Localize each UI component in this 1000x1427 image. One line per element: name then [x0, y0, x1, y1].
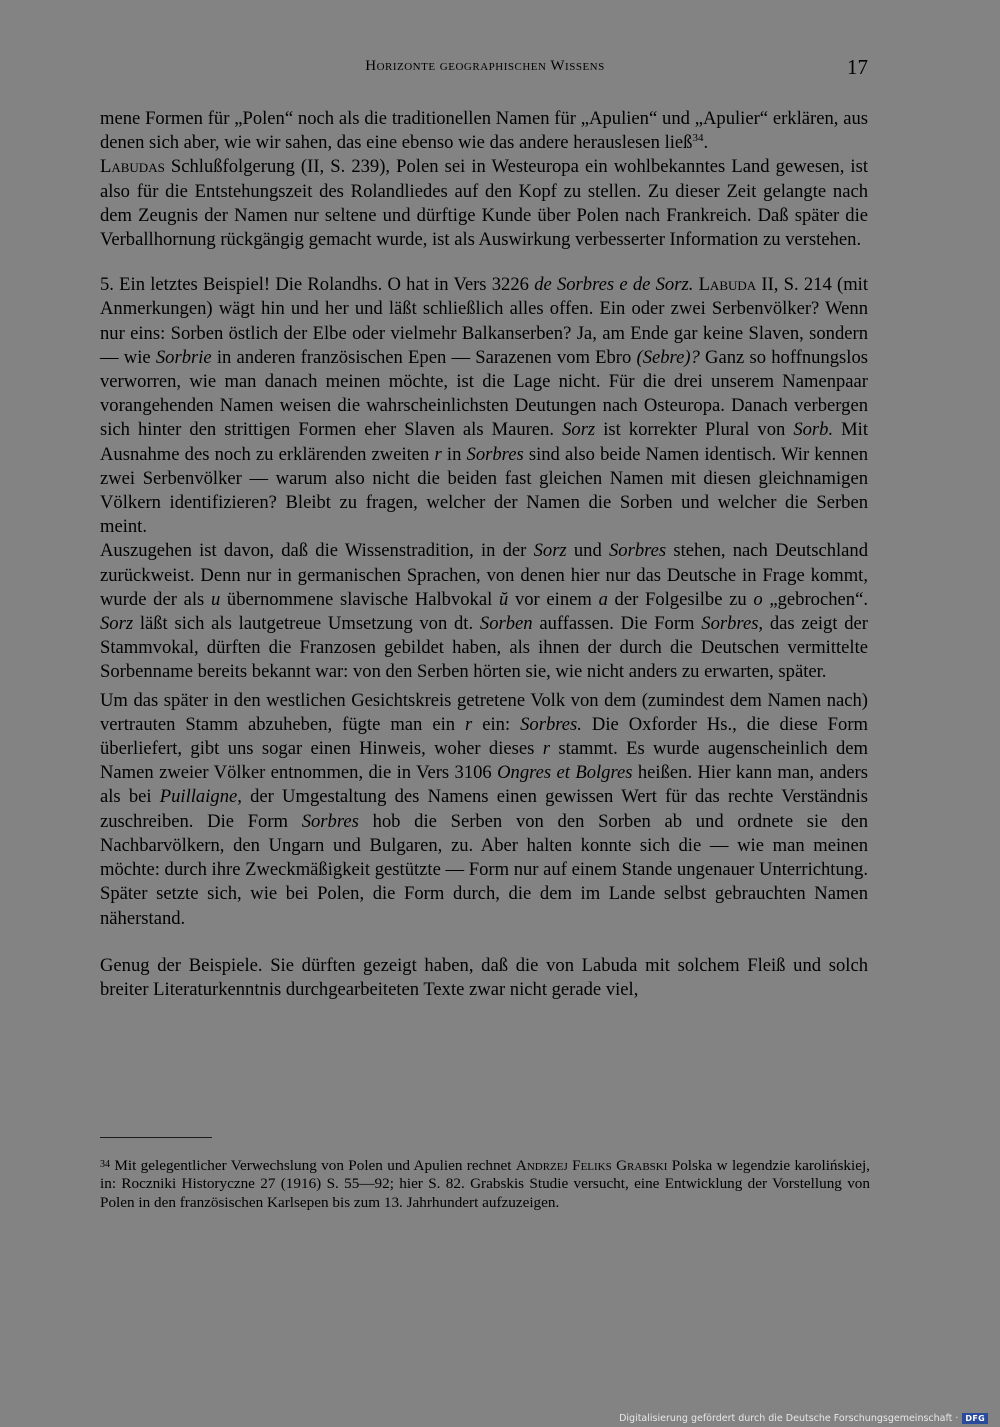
italic-term: o [753, 588, 763, 610]
italic-term: Sorz [100, 613, 134, 635]
paragraph [100, 689, 868, 931]
text-segment: Ganz so hoffnungslos verworren, wie man danach meinen möchte, ist die Lage nicht. Für die drei unserem Namenpaar vorangehenden Namen weisen die wahrscheinlichsten Deutungen nach Osteuropa. Danach verbergen sich hinter den strittigen Formen eher Slaven als Mauren. [100, 346, 868, 441]
text-segment: . [703, 132, 709, 154]
italic-term: de Sorbres e de Sorz. [534, 274, 694, 296]
paragraph [100, 107, 868, 155]
italic-term: Sorbres [301, 810, 359, 832]
text-segment: heißen. Hier kann man, anders als bei [100, 762, 868, 808]
text-segment: Genug der Beispiele. Sie dürften gezeigt haben, daß die von Labuda mit solchem Fleiß und solch breiter Literaturkenntnis durchgearbeiteten Texte zwar nicht gerade viel, [100, 954, 868, 1000]
author-name: Labudas [100, 156, 165, 178]
text-segment: stehen, nach Deutschland zurückweist. Denn nur in germanischen Sprachen, von denen hier nur das Deutsche in Frage kommt, wurde der als [100, 540, 869, 610]
text-segment: Um das später in den westlichen Gesichtskreis getretene Volk von dem (zumindest dem Namen nach) vertrauten Stamm abzuheben, fügte man ein [100, 689, 868, 735]
digitization-credit [619, 1413, 988, 1424]
footnote [100, 1156, 870, 1212]
text-segment: sind also beide Namen identisch. Wir kennen zwei Serbenvölker — warum also nicht die beiden fast gleichen Namen mit diesen gleichnamigen Völkern identifizieren? Bleibt zu fragen, welcher der Namen die Sorben und welcher die Serben meint. [100, 443, 868, 538]
italic-term: Puillaigne, [159, 786, 242, 808]
running-title: Horizonte geographischen Wissens [365, 58, 605, 74]
italic-term: r [434, 443, 442, 465]
italic-term: Sorbrie [155, 346, 212, 368]
italic-term: Sorben [479, 613, 533, 635]
text-segment: II, S. 214 (mit Anmerkungen) wägt hin und her und läßt schließlich alles offen. Ein oder zwei Serbenvölker? Wenn nur eins: Sorben östlich der Elbe oder vielmehr Balkanserben? Ja, am Ende gar keine Slaven, sondern — wie [100, 274, 868, 368]
footnote-number: 34 [100, 1159, 110, 1170]
text-segment: der Umgestaltung des Namens einen gewissen Wert für das rechte Verständnis zuschreiben. Die Form [100, 786, 868, 832]
text-segment: das zeigt der Stammvokal, dürften die Franzosen gebildet haben, als ihnen der durch die Deutschen vermittelte Sorbenname bereits bekannt war: von den Serben hörten sie, wie nicht anders zu erwarten, später. [100, 613, 869, 683]
italic-term: a [598, 588, 608, 610]
paragraph [100, 954, 868, 1002]
main-text [100, 107, 868, 1002]
italic-term: r [542, 738, 550, 760]
credit-text: Digitalisierung gefördert durch die Deutsche Forschungsgemeinschaft · [619, 1413, 959, 1424]
text-segment: in [441, 443, 467, 465]
text-segment: hob die Serben von den Sorben ab und ordnete sie den Nachbarvölkern, den Ungarn und Bulgaren, zu. Aber halten konnte sich die — wie man meinen möchte: durch ihre Zweckmäßigkeit gestützte — Form nur auf einem Stande ungenauer Unterrichtung. Später setzte sich, wie bei Polen, die Form durch, die dem im Lande selbst gebrauchten Namen näherstand. [100, 810, 868, 929]
dfg-logo-icon: DFG [962, 1413, 988, 1424]
paragraph [100, 155, 868, 252]
italic-term: Sorbres. [520, 713, 582, 735]
paragraph [100, 273, 868, 539]
page-header [100, 55, 870, 84]
text-segment: läßt sich als lautgetreue Umsetzung von dt. [133, 613, 480, 635]
text-segment: Auszugehen ist davon, daß die Wissenstradition, in der [100, 540, 534, 562]
italic-term: Sorbres [466, 443, 524, 465]
italic-term: Sorbres [609, 540, 667, 562]
italic-term: Ongres et Bolgres [497, 762, 633, 784]
italic-term: ŭ [498, 588, 509, 610]
paragraph [100, 539, 868, 684]
text-segment: Die Oxforder Hs., die diese Form überliefert, gibt uns sogar einen Hinweis, woher dieses [100, 713, 868, 760]
text-segment: mene Formen für „Polen“ noch als die traditionellen Namen für „Apulien“ und „Apulier“ erklären, aus denen sich aber, wie wir sahen, das eine ebenso wie das andere herauslesen ließ [100, 108, 868, 154]
text-segment: und [566, 540, 609, 562]
text-segment: Schlußfolgerung (II, S. 239), Polen sei in Westeuropa ein wohlbekanntes Land gewesen, ist also für die Entstehungszeit des Rolandliedes auf den Kopf zu stellen. Zu dieser Zeit gelangte nach dem Zeugnis der Namen nur seltene und dürftige Kunde über Polen nach Frankreich. Daß später die Verballhornung rückgängig gemacht wurde, ist als Auswirkung verbesserter Information zu verstehen. [100, 156, 868, 251]
italic-term: Sorz [533, 540, 567, 562]
text-segment: stammt. Es wurde augenscheinlich dem Namen zweier Völker entnommen, die in Vers 3106 [100, 738, 868, 784]
text-segment: der Folgesilbe zu [607, 588, 754, 610]
italic-term: Sorbres, [701, 613, 764, 635]
footnote-divider [100, 1137, 212, 1138]
text-segment: ist korrekter Plural von [595, 419, 794, 441]
text-segment: in anderen französischen Epen — Sarazenen vom Ebro [211, 346, 637, 368]
italic-term: (Sebre)? [636, 346, 700, 368]
text-segment: Mit Ausnahme des noch zu erklärenden zweiten [100, 419, 869, 465]
text-segment: Mit gelegentlicher Verwechslung von Polen und Apulien rechnet [110, 1157, 516, 1174]
page-number: 17 [847, 55, 868, 79]
italic-term: u [210, 588, 221, 610]
text-segment: auffassen. Die Form [532, 613, 702, 635]
text-segment: übernommene slavische Halbvokal [220, 588, 499, 610]
text-segment: 5. Ein letztes Beispiel! Die Rolandhs. O hat in Vers 3226 [100, 274, 535, 296]
text-segment: „gebrochen“. [762, 588, 868, 610]
italic-term: Sorz [562, 419, 596, 441]
italic-term: Sorb. [793, 419, 834, 441]
italic-term: r [465, 713, 473, 735]
author-name: Andrzej Feliks Grabski [515, 1157, 668, 1174]
text-segment: vor einem [508, 588, 599, 610]
footnote-reference: 34 [692, 132, 704, 145]
text-segment: ein: [472, 713, 521, 735]
footnote-text [100, 1156, 870, 1212]
text-segment: Polska w legendzie karolińskiej, in: Roczniki Historyczne 27 (1916) S. 55—92; hier S. 82. Grabskis Studie versucht, eine Entwicklung der Vorstellung von Polen in den französischen Karlsepen bis zum 13. Jahrhundert aufzuzeigen. [100, 1157, 870, 1211]
footnote-body [100, 1157, 870, 1211]
author-name: Labuda [698, 274, 757, 296]
